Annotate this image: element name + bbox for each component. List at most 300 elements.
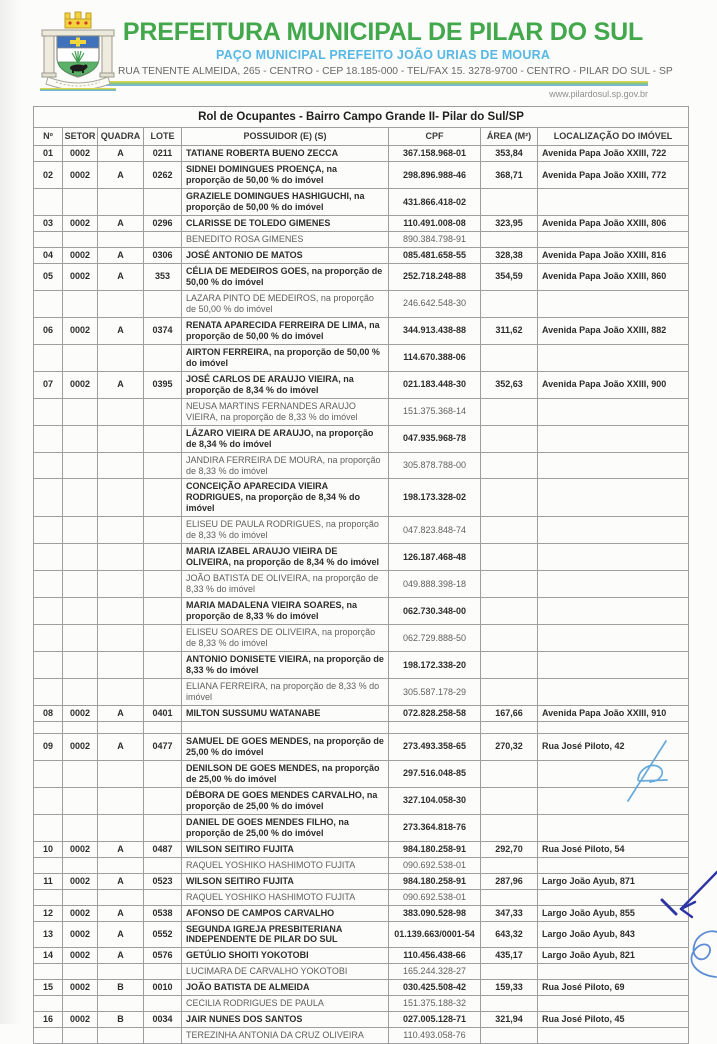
cell-num	[34, 598, 63, 625]
cell-possuidor: JAIR NUNES DOS SANTOS	[182, 1012, 389, 1028]
cell-localizacao	[538, 452, 689, 479]
cell-lote	[144, 889, 182, 905]
cell-quadra	[98, 760, 144, 787]
cell-cpf: 090.692.538-01	[389, 857, 481, 873]
cell-lote	[144, 517, 182, 544]
cell-setor	[63, 857, 98, 873]
municipality-title: PREFEITURA MUNICIPAL DE PILAR DO SUL	[122, 18, 644, 46]
cell-cpf: 030.425.508-42	[389, 980, 481, 996]
table-row	[34, 996, 689, 1012]
cell-num	[34, 290, 63, 317]
cell-localizacao	[538, 344, 689, 371]
cell-localizacao	[538, 721, 689, 733]
cell-lote: 0523	[144, 873, 182, 889]
cell-num: 02	[34, 162, 63, 189]
cell-quadra: A	[98, 162, 144, 189]
cell-quadra	[98, 721, 144, 733]
table-row	[34, 571, 689, 598]
col-header-localizacao: LOCALIZAÇÃO DO IMÓVEL	[538, 128, 689, 146]
col-header-quadra: QUADRA	[98, 128, 144, 146]
cell-possuidor: JANDIRA FERREIRA DE MOURA, na proporção de 8,33 % do imóvel	[182, 452, 389, 479]
cell-localizacao: Avenida Papa João XXIII, 772	[538, 162, 689, 189]
cell-lote: 353	[144, 263, 182, 290]
table-row	[34, 814, 689, 841]
cell-cpf: 431.866.418-02	[389, 189, 481, 216]
cell-localizacao	[538, 814, 689, 841]
cell-cpf: 305.587.178-29	[389, 679, 481, 706]
cell-cpf: 273.493.358-65	[389, 733, 481, 760]
cell-cpf	[389, 721, 481, 733]
cell-localizacao	[538, 290, 689, 317]
coat-of-arms-logo	[38, 7, 118, 91]
cell-lote: 0477	[144, 733, 182, 760]
cell-num	[34, 544, 63, 571]
cell-possuidor: ELIANA FERREIRA, na proporção de 8,33 % do imóvel	[182, 679, 389, 706]
cell-quadra	[98, 598, 144, 625]
cell-setor	[63, 344, 98, 371]
cell-quadra: A	[98, 248, 144, 264]
cell-cpf: 890.384.798-91	[389, 232, 481, 248]
cell-area	[481, 996, 538, 1012]
table-row	[34, 921, 689, 948]
cell-localizacao: Largo João Ayub, 821	[538, 948, 689, 964]
cell-cpf: 198.172.338-20	[389, 652, 481, 679]
cell-lote: 0552	[144, 921, 182, 948]
cell-num: 13	[34, 921, 63, 948]
tricolor-rule	[105, 81, 648, 86]
cell-setor: 0002	[63, 371, 98, 398]
cursive-loop-scribble-icon	[691, 931, 717, 977]
table-row	[34, 857, 689, 873]
cell-cpf: 126.187.468-48	[389, 544, 481, 571]
table-row	[34, 905, 689, 921]
table-row	[34, 162, 689, 189]
cell-setor	[63, 290, 98, 317]
cell-area: 167,66	[481, 705, 538, 721]
cell-quadra: A	[98, 921, 144, 948]
cell-setor	[63, 996, 98, 1012]
table-row	[34, 1012, 689, 1028]
cell-possuidor: SAMUEL DE GOES MENDES, na proporção de 25,00 % do imóvel	[182, 733, 389, 760]
cell-setor	[63, 889, 98, 905]
table-row	[34, 398, 689, 425]
cell-area	[481, 889, 538, 905]
cell-setor	[63, 425, 98, 452]
cell-lote: 0034	[144, 1012, 182, 1028]
cell-quadra	[98, 787, 144, 814]
cell-num	[34, 425, 63, 452]
cell-area	[481, 857, 538, 873]
cell-area: 353,84	[481, 146, 538, 162]
cell-possuidor: DÉBORA DE GOES MENDES CARVALHO, na proporção de 25,00 % do imóvel	[182, 787, 389, 814]
cell-possuidor: LUCIMARA DE CARVALHO YOKOTOBI	[182, 964, 389, 980]
table-row	[34, 705, 689, 721]
cell-possuidor: RAQUEL YOSHIKO HASHIMOTO FUJITA	[182, 857, 389, 873]
cell-localizacao: Rua José Piloto, 54	[538, 841, 689, 857]
cell-lote	[144, 652, 182, 679]
cell-area	[481, 290, 538, 317]
table-row	[34, 290, 689, 317]
cell-num	[34, 571, 63, 598]
col-header-possuidor: POSSUIDOR (E) (S)	[182, 128, 389, 146]
table-title: Rol de Ocupantes - Bairro Campo Grande II- Pilar do Sul/SP	[34, 107, 689, 128]
cell-cpf: 085.481.658-55	[389, 248, 481, 264]
cell-cpf: 344.913.438-88	[389, 317, 481, 344]
cell-cpf: 273.364.818-76	[389, 814, 481, 841]
cell-lote	[144, 544, 182, 571]
cell-possuidor: LÁZARO VIEIRA DE ARAUJO, na proporção de 8,34 % do imóvel	[182, 425, 389, 452]
cell-num	[34, 857, 63, 873]
cell-lote: 0211	[144, 146, 182, 162]
cell-setor: 0002	[63, 1012, 98, 1028]
cell-area	[481, 344, 538, 371]
cell-localizacao	[538, 964, 689, 980]
cell-setor: 0002	[63, 841, 98, 857]
col-header-area: ÁREA (M²)	[481, 128, 538, 146]
cell-lote: 0487	[144, 841, 182, 857]
cell-lote	[144, 760, 182, 787]
table-row	[34, 146, 689, 162]
cell-setor	[63, 760, 98, 787]
cell-num: 10	[34, 841, 63, 857]
cell-localizacao: Rua José Piloto, 69	[538, 980, 689, 996]
cell-num	[34, 344, 63, 371]
cell-quadra	[98, 996, 144, 1012]
cell-localizacao	[538, 625, 689, 652]
cell-area	[481, 964, 538, 980]
cell-num: 14	[34, 948, 63, 964]
cell-quadra	[98, 479, 144, 517]
cell-cpf: 01.139.663/0001-54	[389, 921, 481, 948]
cell-quadra	[98, 889, 144, 905]
cell-area: 292,70	[481, 841, 538, 857]
cell-area	[481, 652, 538, 679]
table-row	[34, 263, 689, 290]
cell-possuidor: CLARISSE DE TOLEDO GIMENES	[182, 216, 389, 232]
cell-possuidor: DANIEL DE GOES MENDES FILHO, na proporção de 25,00 % do imóvel	[182, 814, 389, 841]
cell-area	[481, 517, 538, 544]
cell-num	[34, 398, 63, 425]
cell-setor: 0002	[63, 921, 98, 948]
cell-cpf: 367.158.968-01	[389, 146, 481, 162]
cell-setor	[63, 232, 98, 248]
cell-lote	[144, 787, 182, 814]
table-row	[34, 964, 689, 980]
cell-quadra	[98, 425, 144, 452]
cell-localizacao: Avenida Papa João XXIII, 900	[538, 371, 689, 398]
table-row	[34, 1028, 689, 1044]
cell-possuidor: SEGUNDA IGREJA PRESBITERIANA INDEPENDENTE DE PILAR DO SUL	[182, 921, 389, 948]
cell-localizacao	[538, 571, 689, 598]
cell-possuidor: MILTON SUSSUMU WATANABE	[182, 705, 389, 721]
cell-quadra: A	[98, 948, 144, 964]
cell-num: 03	[34, 216, 63, 232]
cell-lote: 0576	[144, 948, 182, 964]
cell-setor	[63, 598, 98, 625]
cell-cpf: 062.729.888-50	[389, 625, 481, 652]
cell-quadra	[98, 857, 144, 873]
table-row	[34, 479, 689, 517]
cell-lote	[144, 452, 182, 479]
cell-possuidor: NEUSA MARTINS FERNANDES ARAUJO VIEIRA, na proporção de 8,33 % do imóvel	[182, 398, 389, 425]
cell-quadra	[98, 344, 144, 371]
cell-setor: 0002	[63, 216, 98, 232]
cell-possuidor: MARIA MADALENA VIEIRA SOARES, na proporção de 8,33 % do imóvel	[182, 598, 389, 625]
cell-localizacao	[538, 598, 689, 625]
cell-quadra	[98, 571, 144, 598]
cell-area	[481, 1028, 538, 1044]
cell-localizacao	[538, 517, 689, 544]
cell-area	[481, 625, 538, 652]
cell-setor: 0002	[63, 263, 98, 290]
cell-possuidor: AFONSO DE CAMPOS CARVALHO	[182, 905, 389, 921]
col-header-lote: LOTE	[144, 128, 182, 146]
col-header-cpf: CPF	[389, 128, 481, 146]
cell-area: 287,96	[481, 873, 538, 889]
cell-setor: 0002	[63, 980, 98, 996]
cell-num	[34, 889, 63, 905]
cell-lote	[144, 425, 182, 452]
cell-possuidor: DENILSON DE GOES MENDES, na proporção de 25,00 % do imóvel	[182, 760, 389, 787]
cell-area: 354,59	[481, 263, 538, 290]
cell-cpf: 072.828.258-58	[389, 705, 481, 721]
cell-quadra	[98, 1028, 144, 1044]
cell-lote	[144, 721, 182, 733]
cell-num: 15	[34, 980, 63, 996]
cell-localizacao	[538, 652, 689, 679]
cell-area	[481, 189, 538, 216]
cell-possuidor: TEREZINHA ANTONIA DA CRUZ OLIVEIRA	[182, 1028, 389, 1044]
cell-localizacao	[538, 544, 689, 571]
cell-setor: 0002	[63, 162, 98, 189]
cell-possuidor: WILSON SEITIRO FUJITA	[182, 841, 389, 857]
table-row	[34, 625, 689, 652]
cell-cpf: 049.888.398-18	[389, 571, 481, 598]
cell-possuidor: JOSÉ CARLOS DE ARAUJO VIEIRA, na proporção de 8,34 % do imóvel	[182, 371, 389, 398]
cell-quadra	[98, 964, 144, 980]
cell-area: 321,94	[481, 1012, 538, 1028]
cell-quadra	[98, 544, 144, 571]
cell-setor	[63, 544, 98, 571]
cell-setor	[63, 479, 98, 517]
cell-area	[481, 787, 538, 814]
cell-localizacao: Rua José Piloto, 42	[538, 733, 689, 760]
cell-lote	[144, 344, 182, 371]
cell-cpf: 252.718.248-88	[389, 263, 481, 290]
cell-setor	[63, 652, 98, 679]
cell-cpf: 246.642.548-30	[389, 290, 481, 317]
cell-quadra	[98, 452, 144, 479]
cell-quadra: B	[98, 1012, 144, 1028]
cell-area: 159,33	[481, 980, 538, 996]
table-row	[34, 216, 689, 232]
cell-quadra	[98, 652, 144, 679]
cell-area: 352,63	[481, 371, 538, 398]
cell-num	[34, 232, 63, 248]
table-row	[34, 787, 689, 814]
cell-cpf: 297.516.048-85	[389, 760, 481, 787]
table-row	[34, 652, 689, 679]
table-row	[34, 517, 689, 544]
table-row	[34, 948, 689, 964]
table-row	[34, 317, 689, 344]
table-row	[34, 721, 689, 733]
cell-lote: 0395	[144, 371, 182, 398]
cell-setor	[63, 398, 98, 425]
cell-quadra: A	[98, 873, 144, 889]
cell-quadra	[98, 189, 144, 216]
cell-lote	[144, 479, 182, 517]
cell-num	[34, 452, 63, 479]
cell-num	[34, 787, 63, 814]
cell-area	[481, 479, 538, 517]
table-row	[34, 425, 689, 452]
cell-num	[34, 996, 63, 1012]
cell-quadra: B	[98, 980, 144, 996]
table-row	[34, 344, 689, 371]
cell-quadra	[98, 679, 144, 706]
table-row	[34, 232, 689, 248]
cell-lote	[144, 857, 182, 873]
cell-cpf: 198.173.328-02	[389, 479, 481, 517]
cell-quadra	[98, 232, 144, 248]
cell-possuidor: ELISEU DE PAULA RODRIGUES, na proporção de 8,33 % do imóvel	[182, 517, 389, 544]
cell-possuidor: BENEDITO ROSA GIMENES	[182, 232, 389, 248]
cell-lote: 0374	[144, 317, 182, 344]
table-row	[34, 841, 689, 857]
cell-quadra: A	[98, 841, 144, 857]
cell-area: 323,95	[481, 216, 538, 232]
cell-setor	[63, 452, 98, 479]
cell-cpf: 027.005.128-71	[389, 1012, 481, 1028]
cell-area: 311,62	[481, 317, 538, 344]
cell-num: 16	[34, 1012, 63, 1028]
cell-possuidor: ELISEU SOARES DE OLIVEIRA, na proporção de 8,33 % do imóvel	[182, 625, 389, 652]
cell-localizacao: Largo João Ayub, 855	[538, 905, 689, 921]
cell-setor: 0002	[63, 948, 98, 964]
cell-cpf: 151.375.188-32	[389, 996, 481, 1012]
occupants-table	[33, 106, 689, 1044]
cell-lote	[144, 232, 182, 248]
cell-possuidor: GRAZIELE DOMINGUES HASHIGUCHI, na proporção de 50,00 % do imóvel	[182, 189, 389, 216]
cell-possuidor: SIDNEI DOMINGUES PROENÇA, na proporção de 50,00 % do imóvel	[182, 162, 389, 189]
col-header-setor: SETOR	[63, 128, 98, 146]
cell-setor	[63, 571, 98, 598]
cell-setor	[63, 625, 98, 652]
table-row	[34, 189, 689, 216]
address-line: RUA TENENTE ALMEIDA, 265 - CENTRO - CEP 18.185-000 - TEL/FAX 15. 3278-9700 - CENTRO - PILAR DO SUL - SP	[118, 66, 673, 78]
cell-setor	[63, 189, 98, 216]
table-header-row	[34, 128, 689, 146]
cell-setor: 0002	[63, 905, 98, 921]
cell-localizacao	[538, 1028, 689, 1044]
cell-lote	[144, 571, 182, 598]
cell-lote	[144, 598, 182, 625]
col-header-num: Nº	[34, 128, 63, 146]
table-row	[34, 760, 689, 787]
cell-cpf: 383.090.528-98	[389, 905, 481, 921]
cell-quadra: A	[98, 216, 144, 232]
cell-localizacao	[538, 398, 689, 425]
cell-localizacao	[538, 787, 689, 814]
cell-quadra: A	[98, 371, 144, 398]
cell-quadra	[98, 290, 144, 317]
cell-cpf: 090.692.538-01	[389, 889, 481, 905]
cell-quadra: A	[98, 733, 144, 760]
cell-setor	[63, 679, 98, 706]
cell-possuidor: TATIANE ROBERTA BUENO ZECCA	[182, 146, 389, 162]
cell-setor: 0002	[63, 873, 98, 889]
cell-lote: 0296	[144, 216, 182, 232]
cell-area	[481, 760, 538, 787]
cell-num	[34, 625, 63, 652]
cell-possuidor: GETÚLIO SHOITI YOKOTOBI	[182, 948, 389, 964]
cell-area	[481, 544, 538, 571]
cell-localizacao	[538, 425, 689, 452]
letterhead	[0, 0, 717, 99]
cell-lote: 0306	[144, 248, 182, 264]
cell-quadra	[98, 625, 144, 652]
cell-cpf: 984.180.258-91	[389, 841, 481, 857]
table-row	[34, 598, 689, 625]
occupants-tbody	[34, 146, 689, 1044]
cell-setor: 0002	[63, 146, 98, 162]
cell-possuidor: JOÃO BATISTA DE ALMEIDA	[182, 980, 389, 996]
cell-possuidor: WILSON SEITIRO FUJITA	[182, 873, 389, 889]
cell-possuidor: RENATA APARECIDA FERREIRA DE LIMA, na proporção de 50,00 % do imóvel	[182, 317, 389, 344]
cell-cpf: 110.493.058-76	[389, 1028, 481, 1044]
cell-lote	[144, 996, 182, 1012]
cell-quadra: A	[98, 146, 144, 162]
cell-area	[481, 598, 538, 625]
table-row	[34, 679, 689, 706]
cell-area	[481, 571, 538, 598]
cell-setor	[63, 721, 98, 733]
cell-area: 270,32	[481, 733, 538, 760]
cell-possuidor: CÉLIA DE MEDEIROS GOES, na proporção de 50,00 % do imóvel	[182, 263, 389, 290]
cell-possuidor: JOSÉ ANTONIO DE MATOS	[182, 248, 389, 264]
cell-area	[481, 721, 538, 733]
cell-lote	[144, 814, 182, 841]
cell-lote	[144, 398, 182, 425]
cell-cpf: 114.670.388-06	[389, 344, 481, 371]
cell-num	[34, 760, 63, 787]
cell-area: 643,32	[481, 921, 538, 948]
cell-area	[481, 452, 538, 479]
cell-lote: 0262	[144, 162, 182, 189]
cell-lote	[144, 189, 182, 216]
cell-possuidor: RAQUEL YOSHIKO HASHIMOTO FUJITA	[182, 889, 389, 905]
cell-area: 435,17	[481, 948, 538, 964]
cell-setor: 0002	[63, 733, 98, 760]
table-row	[34, 371, 689, 398]
cell-setor	[63, 814, 98, 841]
cell-area	[481, 398, 538, 425]
cell-quadra	[98, 398, 144, 425]
cell-area	[481, 679, 538, 706]
website-url: www.pilardosul.sp.gov.br	[549, 89, 648, 100]
cell-lote: 0401	[144, 705, 182, 721]
cell-lote: 0538	[144, 905, 182, 921]
cell-cpf: 305.878.788-00	[389, 452, 481, 479]
cell-area	[481, 232, 538, 248]
cell-setor	[63, 964, 98, 980]
cell-lote: 0010	[144, 980, 182, 996]
cell-possuidor: LAZARA PINTO DE MEDEIROS, na proporção de 50,00 % do imóvel	[182, 290, 389, 317]
cell-area: 328,38	[481, 248, 538, 264]
cell-setor	[63, 517, 98, 544]
cell-quadra: A	[98, 905, 144, 921]
